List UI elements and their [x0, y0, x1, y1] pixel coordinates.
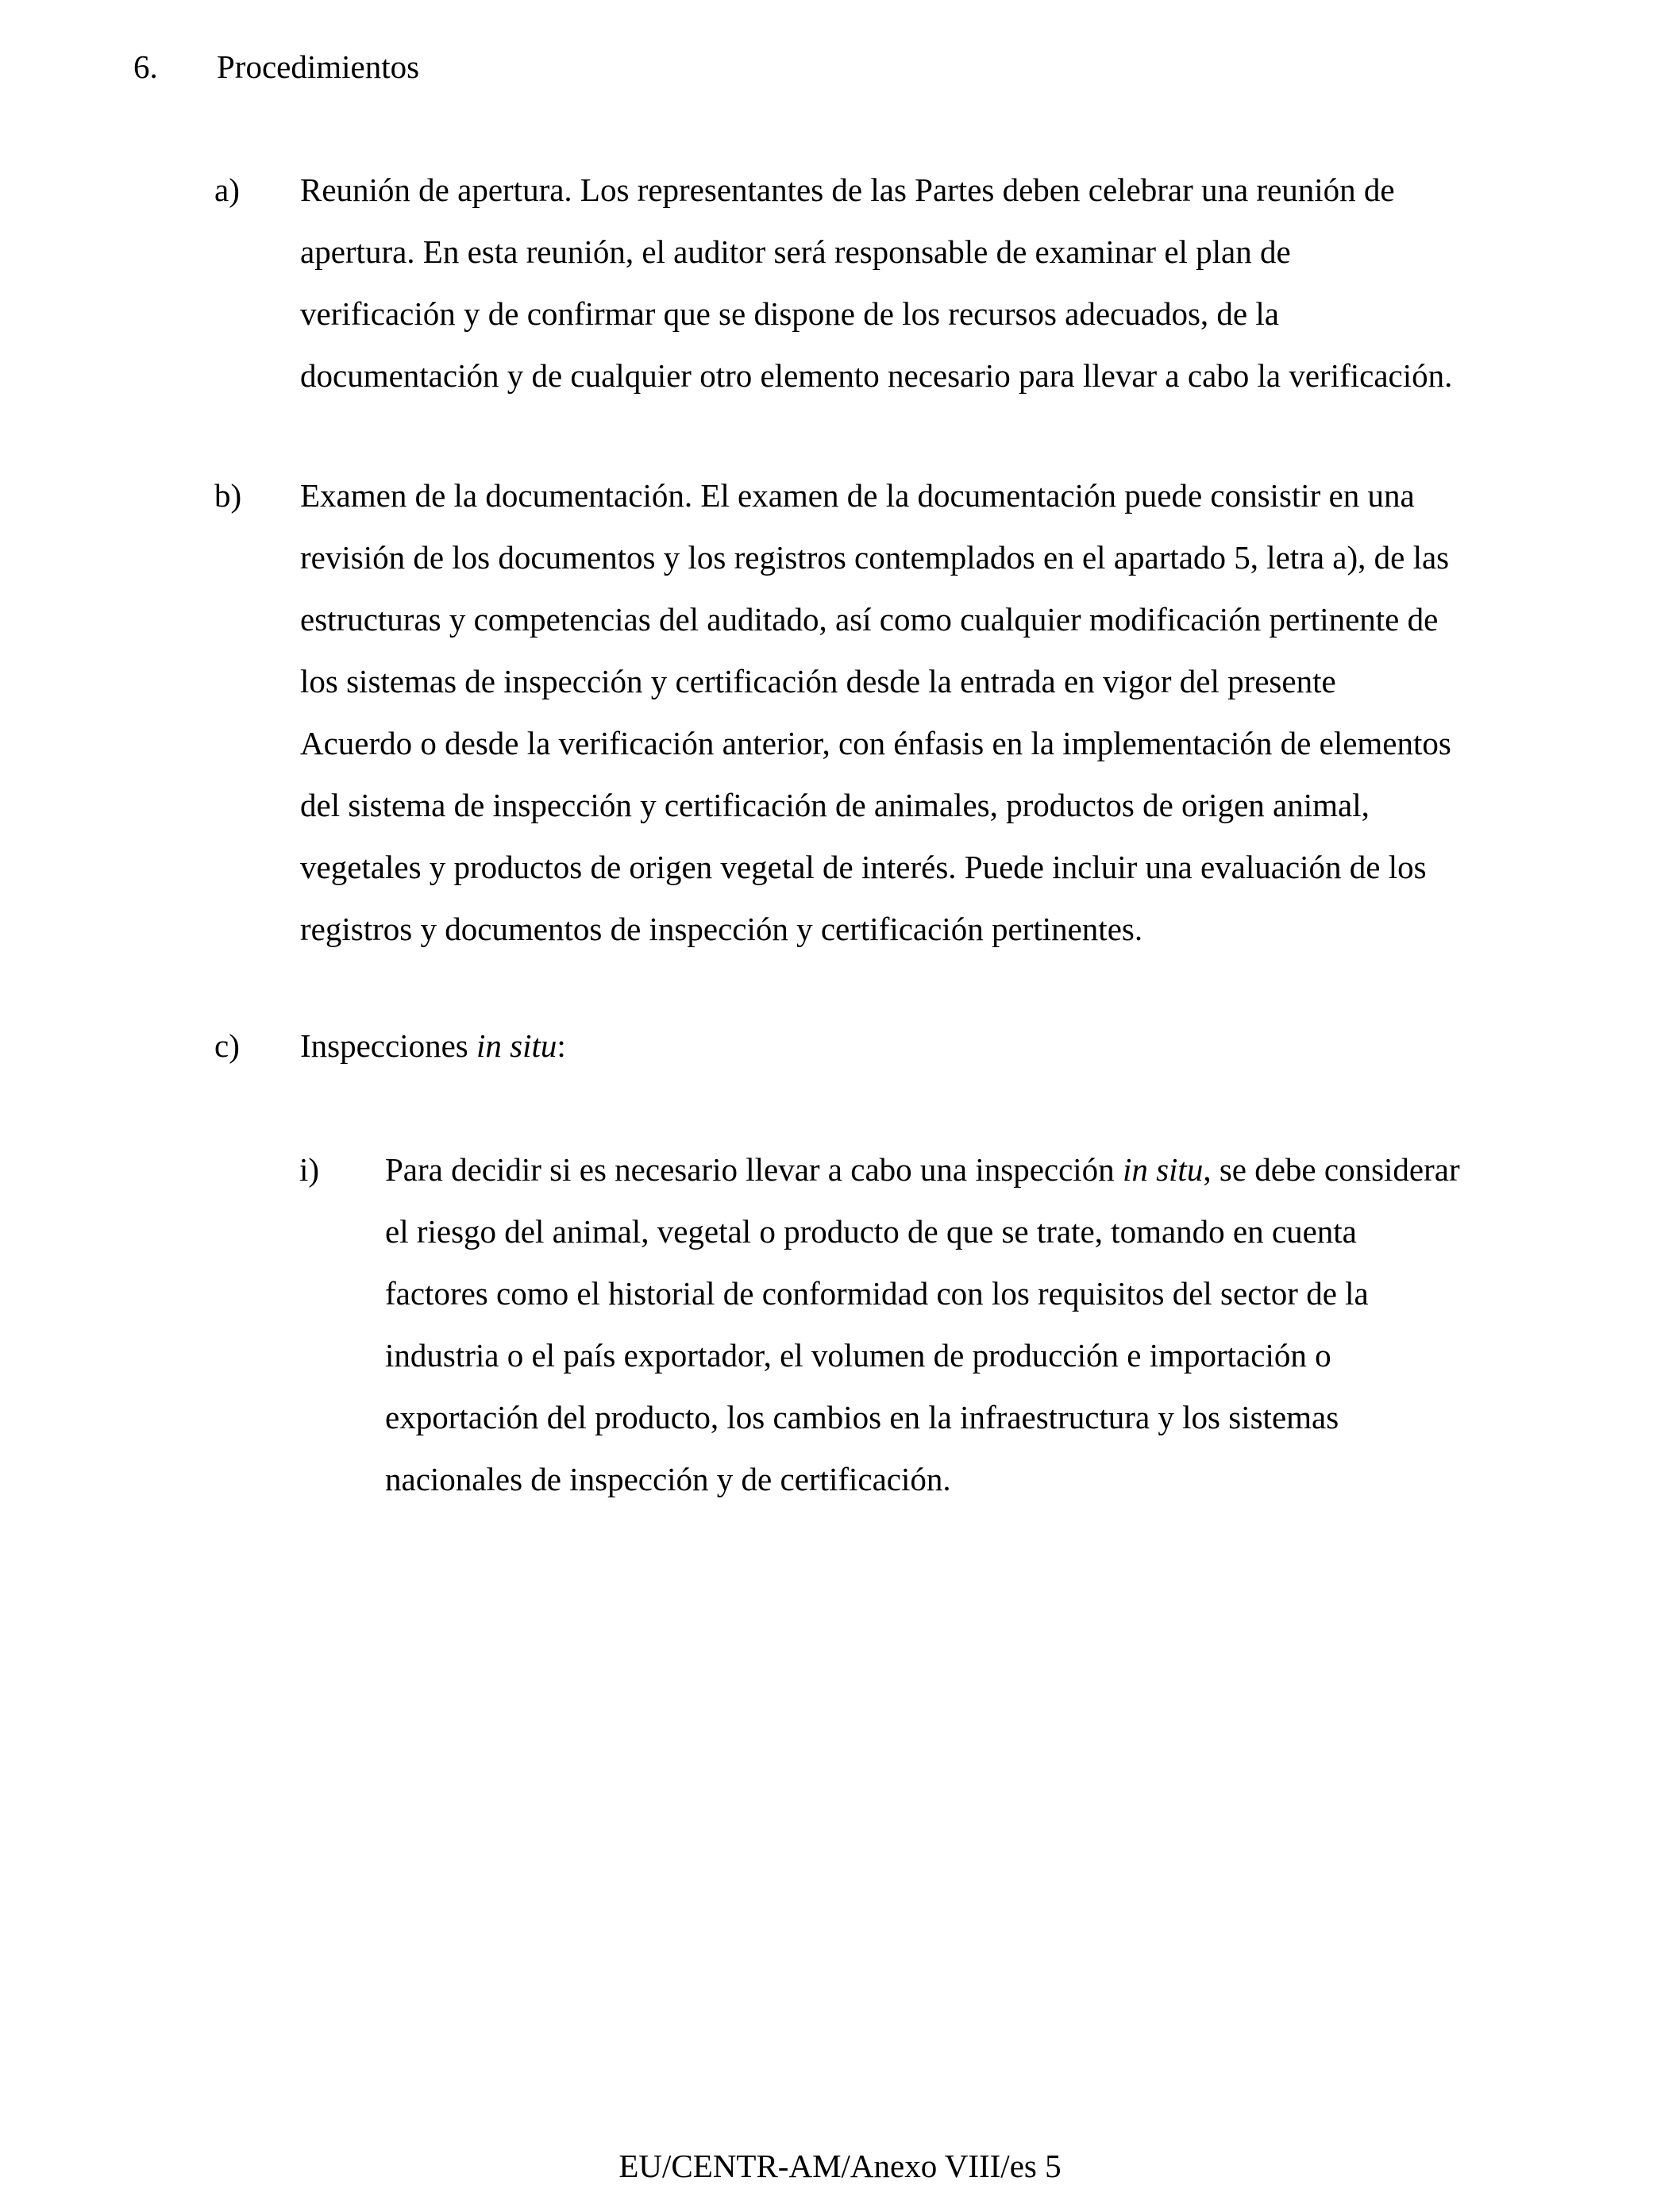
- text-line: estructuras y competencias del auditado, así como cualquier modificación pertinente de: [300, 601, 1439, 638]
- text-line: del sistema de inspección y certificación de animales, productos de origen animal,: [300, 787, 1370, 823]
- text-line: los sistemas de inspección y certificación desde la entrada en vigor del presente: [300, 663, 1336, 699]
- list-item-label: i): [299, 1151, 320, 1188]
- text-line: documentación y de cualquier otro elemento necesario para llevar a cabo la verificación.: [300, 357, 1453, 394]
- text-line: [300, 1015, 566, 1077]
- text-segment: , se debe considerar: [1203, 1151, 1460, 1188]
- list-item-label: a): [214, 171, 240, 208]
- text-line: el riesgo del animal, vegetal o producto de que se trate, tomando en cuenta: [385, 1213, 1357, 1250]
- list-item-label: c): [214, 1027, 240, 1064]
- text-line: verificación y de confirmar que se dispone de los recursos adecuados, de la: [300, 295, 1279, 332]
- text-line: exportación del producto, los cambios en la infraestructura y los sistemas: [385, 1399, 1339, 1435]
- text-segment: :: [557, 1027, 566, 1064]
- text-line: Reunión de apertura. Los representantes de las Partes deben celebrar una reunión de: [300, 171, 1395, 208]
- page-footer-reference: EU/CENTR-AM/Anexo VIII/es 5: [618, 2148, 1062, 2184]
- section-title: Procedimientos: [217, 48, 420, 85]
- list-item-text: [300, 464, 1451, 960]
- text-segment: Inspecciones: [300, 1027, 476, 1064]
- italic-term: in situ: [1122, 1151, 1204, 1188]
- list-item-label: b): [214, 477, 242, 514]
- text-line: nacionales de inspección y de certificación.: [385, 1461, 951, 1497]
- italic-term: in situ: [476, 1027, 557, 1064]
- text-line: apertura. En esta reunión, el auditor será responsable de examinar el plan de: [300, 233, 1291, 270]
- text-line: [385, 1139, 1460, 1200]
- text-line: industria o el país exportador, el volumen de producción e importación o: [385, 1337, 1331, 1374]
- text-line: vegetales y productos de origen vegetal de interés. Puede incluir una evaluación de los: [300, 849, 1427, 885]
- list-item-text: [385, 1139, 1460, 1510]
- text-line: factores como el historial de conformidad con los requisitos del sector de la: [385, 1275, 1369, 1312]
- list-item-text: [300, 159, 1452, 407]
- text-segment: Para decidir si es necesario llevar a cabo una inspección: [385, 1151, 1123, 1188]
- text-line: registros y documentos de inspección y certificación pertinentes.: [300, 911, 1143, 947]
- list-item-text: [300, 1015, 566, 1077]
- text-line: Examen de la documentación. El examen de la documentación puede consistir en una: [300, 477, 1415, 514]
- section-number: 6.: [133, 48, 158, 85]
- text-line: Acuerdo o desde la verificación anterior, con énfasis en la implementación de elementos: [300, 725, 1451, 761]
- text-line: revisión de los documentos y los registros contemplados en el apartado 5, letra a), de las: [300, 539, 1450, 576]
